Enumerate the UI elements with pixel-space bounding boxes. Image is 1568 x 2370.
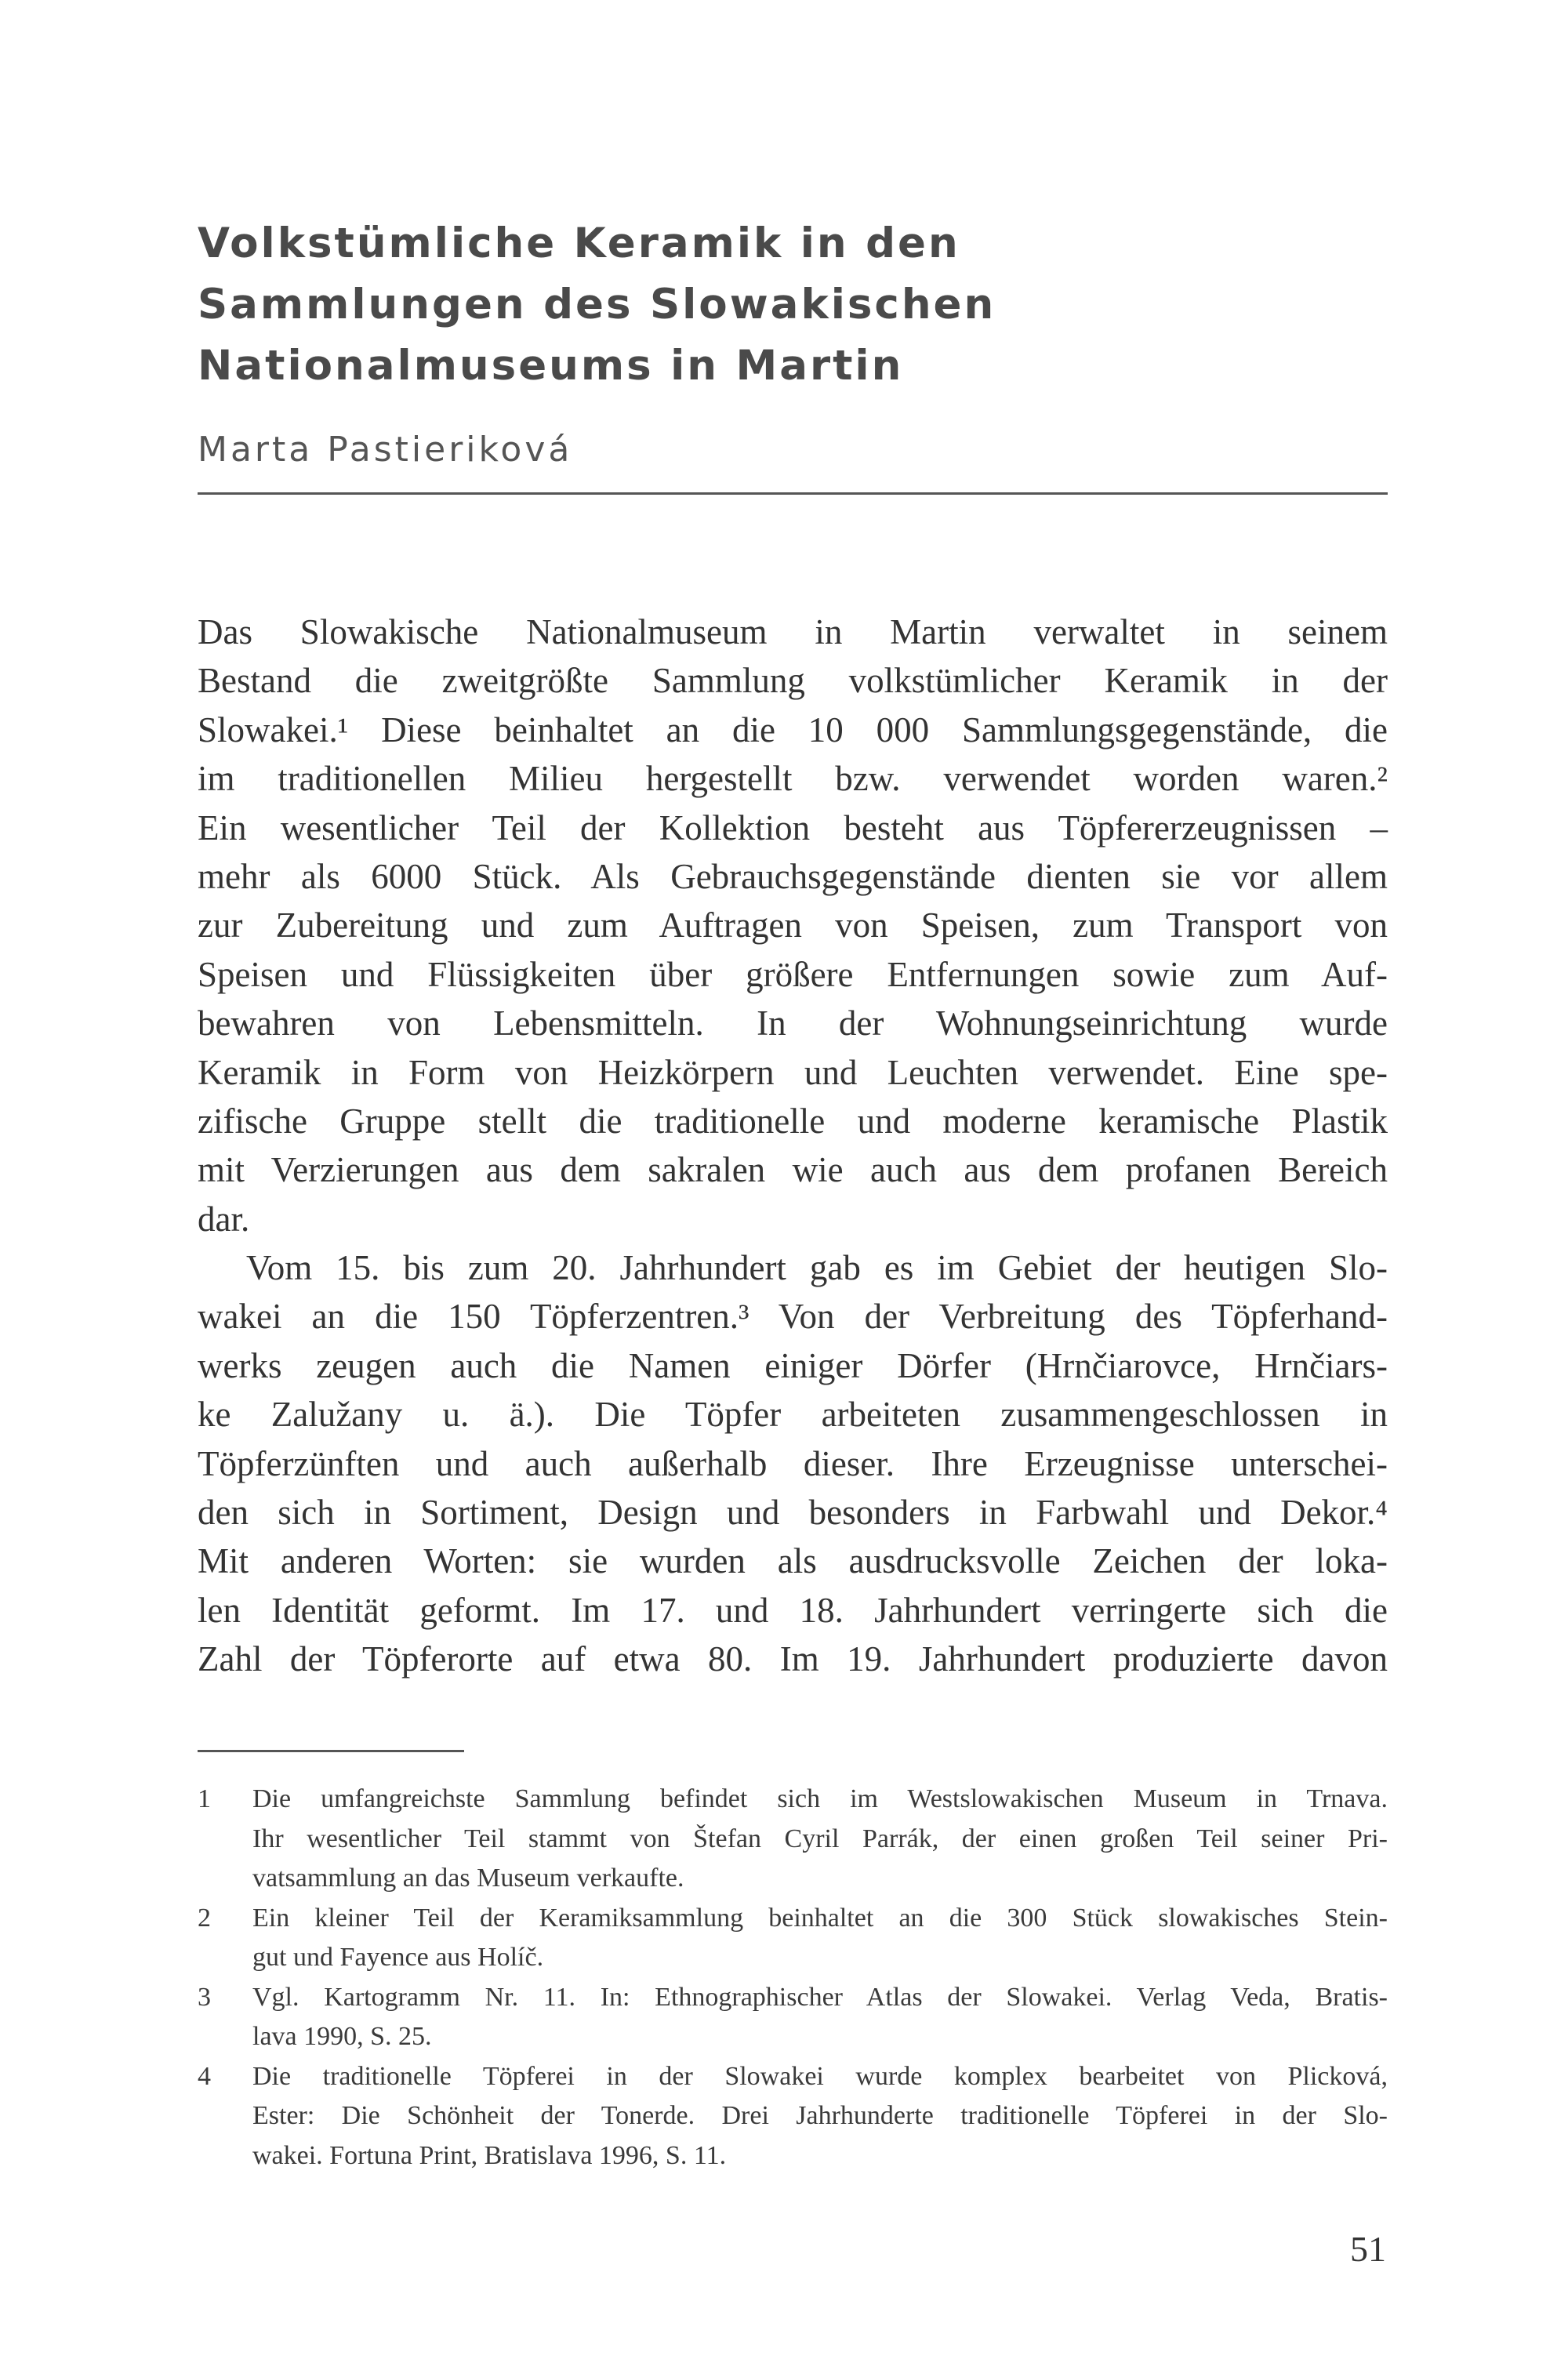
title-line: Nationalmuseums in Martin [198,342,904,390]
footnote [198,1780,1388,1899]
body-line: den sich in Sortiment, Design und besonders in Farbwahl und Dekor.⁴ [198,1493,1388,1533]
body-line: Mit anderen Worten: sie wurden als ausdrucksvolle Zeichen der loka- [198,1541,1388,1581]
footnote [198,1899,1388,1978]
body-line: Speisen und Flüssigkeiten über größere Entfernungen sowie zum Auf- [198,954,1388,994]
footnote-line: Vgl. Kartogramm Nr. 11. In: Ethnographischer Atlas der Slowakei. Verlag Veda, Bratis- [252,1982,1388,2012]
author-name: Marta Pastieriková [198,430,573,470]
footnote-number: 4 [198,2061,211,2091]
footnote-line: lava 1990, S. 25. [252,2022,432,2051]
body-line: len Identität geformt. Im 17. und 18. Jahrhundert verringerte sich die [198,1590,1388,1630]
body-line: bewahren von Lebensmitteln. In der Wohnungseinrichtung wurde [198,1004,1388,1043]
body-line: Vom 15. bis zum 20. Jahrhundert gab es im Gebiet der heutigen Slo- [246,1248,1388,1288]
page-number: 51 [1350,2229,1386,2269]
body-line: Keramik in Form von Heizkörpern und Leuchten verwendet. Eine spe- [198,1052,1388,1092]
body-line: Ein wesentlicher Teil der Kollektion besteht aus Töpfererzeugnissen – [198,808,1388,847]
footnote [198,2057,1388,2176]
footnote-line: gut und Fayence aus Holíč. [252,1943,544,1972]
footnote-line: Ester: Die Schönheit der Tonerde. Drei Jahrhunderte traditionelle Töpferei in der Slo- [252,2101,1388,2130]
footnote-line: Die umfangreichste Sammlung befindet sich im Westslowakischen Museum in Trnava. [252,1784,1388,1813]
footnote-divider [198,1750,464,1752]
body-line: Zahl der Töpferorte auf etwa 80. Im 19. Jahrhundert produzierte davon [198,1639,1388,1679]
body-line: wakei an die 150 Töpferzentren.³ Von der Verbreitung des Töpferhand- [198,1297,1388,1337]
body-text [198,608,1388,1684]
footnote-line: vatsammlung an das Museum verkaufte. [252,1864,684,1893]
footnote-number: 2 [198,1903,211,1933]
body-line: mit Verzierungen aus dem sakralen wie auch aus dem profanen Bereich [198,1150,1388,1190]
body-line: im traditionellen Milieu hergestellt bzw. verwendet worden waren.² [198,759,1388,799]
footnote-number: 3 [198,1982,211,2012]
footnotes [198,1780,1388,2176]
body-line: Das Slowakische Nationalmuseum in Martin verwaltet in seinem [198,612,1388,651]
body-line: Bestand die zweitgrößte Sammlung volkstümlicher Keramik in der [198,661,1388,701]
title-divider [198,492,1388,495]
footnote-line: Ein kleiner Teil der Keramiksammlung beinhaltet an die 300 Stück slowakisches Stein- [252,1903,1388,1933]
title-line: Sammlungen des Slowakischen [198,281,996,328]
title-line: Volkstümliche Keramik in den [198,220,960,267]
body-line: zur Zubereitung und zum Auftragen von Speisen, zum Transport von [198,906,1388,945]
footnote [198,1978,1388,2057]
footnote-number: 1 [198,1784,211,1813]
article-title [198,213,996,397]
body-line: ke Zalužany u. ä.). Die Töpfer arbeiteten zusammengeschlossen in [198,1395,1388,1435]
body-line: werks zeugen auch die Namen einiger Dörfer (Hrnčiarovce, Hrnčiars- [198,1345,1388,1385]
body-line: zifische Gruppe stellt die traditionelle und moderne keramische Plastik [198,1101,1388,1141]
footnote-line: Ihr wesentlicher Teil stammt von Štefan Cyril Parrák, der einen großen Teil seiner Pri- [252,1824,1388,1853]
body-line: mehr als 6000 Stück. Als Gebrauchsgegenstände dienten sie vor allem [198,856,1388,896]
body-line: dar. [198,1199,250,1239]
footnote-line: wakei. Fortuna Print, Bratislava 1996, S. 11. [252,2140,727,2170]
footnote-line: Die traditionelle Töpferei in der Slowakei wurde komplex bearbeitet von Plicková, [252,2061,1388,2091]
body-line: Töpferzünften und auch außerhalb dieser. Ihre Erzeugnisse unterschei- [198,1443,1388,1483]
body-line: Slowakei.¹ Diese beinhaltet an die 10 000 Sammlungsgegenstände, die [198,710,1388,749]
